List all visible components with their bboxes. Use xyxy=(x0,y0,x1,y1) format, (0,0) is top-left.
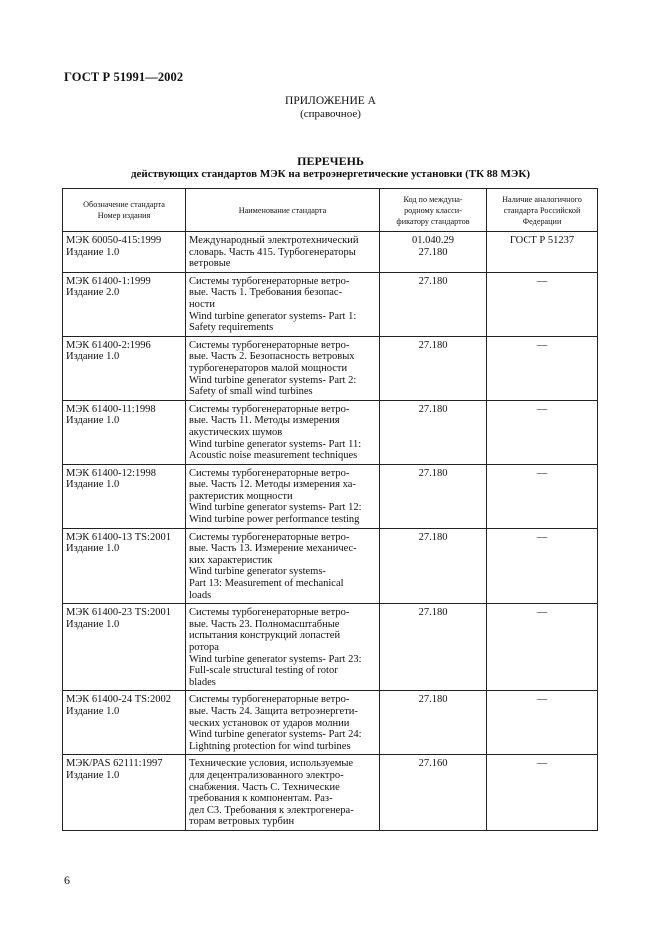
table-row xyxy=(63,528,598,604)
cell-designation-line: Издание 1.0 xyxy=(66,246,120,258)
cell-name-line: Acoustic noise measurement techniques xyxy=(189,450,358,462)
cell-code xyxy=(380,272,487,336)
cell-name-line: акустических шумов xyxy=(189,426,283,438)
cell-name-line: Системы турбогенераторные ветро- xyxy=(189,467,350,479)
cell-name-line: Lightning protection for wind turbines xyxy=(189,740,351,752)
cell-code xyxy=(380,400,487,464)
cell-analog: — xyxy=(487,272,598,336)
cell-name xyxy=(186,464,380,528)
cell-designation-line: Издание 1.0 xyxy=(66,479,120,491)
cell-name-line: вые. Часть 11. Методы измерения xyxy=(189,415,340,427)
cell-name-line: Системы турбогенераторные ветро- xyxy=(189,694,350,706)
page-number: 6 xyxy=(64,873,70,887)
cell-name-line: Wind turbine generator systems- Part 2: xyxy=(189,374,357,386)
cell-code-line: 27.180 xyxy=(418,694,448,706)
cell-code xyxy=(380,755,487,831)
cell-code-line: 01.040.29 xyxy=(412,235,454,246)
cell-name-line: испытания конструкций лопастей xyxy=(189,630,341,642)
cell-name-line: Wind turbine generator systems- Part 24: xyxy=(189,729,362,741)
cell-name-line: Международный электротехнический xyxy=(189,235,359,246)
table-row xyxy=(63,400,598,464)
table-row xyxy=(63,755,598,831)
cell-designation xyxy=(63,464,186,528)
cell-name xyxy=(186,604,380,691)
cell-name xyxy=(186,232,380,273)
cell-name-line: ветровые xyxy=(189,258,231,270)
cell-analog: — xyxy=(487,604,598,691)
standards-table xyxy=(62,188,598,831)
cell-designation-line: МЭК 61400-12:1998 xyxy=(66,467,157,479)
cell-code-line: 27.180 xyxy=(418,339,448,351)
cell-name-line: Full-scale structural testing of rotor xyxy=(189,665,338,677)
cell-name-line: торам ветровых турбин xyxy=(189,816,295,828)
cell-name-line: снабжения. Часть С. Технические xyxy=(189,781,340,793)
appendix-title: ПРИЛОЖЕНИЕ А xyxy=(285,95,376,107)
cell-designation xyxy=(63,528,186,604)
cell-code xyxy=(380,528,487,604)
header-name: Наименование стандарта xyxy=(186,189,380,232)
table-row xyxy=(63,691,598,755)
cell-name-line: вые. Часть 24. Защита ветроэнергети- xyxy=(189,705,358,717)
cell-name-line: ротора xyxy=(189,642,219,653)
cell-name-line: Safety requirements xyxy=(189,322,274,334)
cell-designation-line: МЭК 61400-24 TS:2002 xyxy=(66,694,171,706)
cell-code xyxy=(380,604,487,691)
cell-name-line: Wind turbine generator systems- xyxy=(189,566,326,578)
cell-code-line: 27.180 xyxy=(418,403,448,415)
header-analog: Наличие аналогичного стандарта Российской Федерации xyxy=(487,189,598,232)
cell-name-line: для децентрализованного электро- xyxy=(189,769,344,781)
cell-analog: — xyxy=(487,528,598,604)
cell-designation-line: МЭК 61400-13 TS:2001 xyxy=(66,531,171,543)
table-row xyxy=(63,272,598,336)
cell-name-line: blades xyxy=(189,676,216,688)
cell-designation-line: Издание 1.0 xyxy=(66,415,120,427)
cell-designation-line: МЭК/PAS 62111:1997 xyxy=(66,758,163,770)
cell-analog: — xyxy=(487,691,598,755)
cell-name-line: Системы турбогенераторные ветро- xyxy=(189,531,350,543)
cell-code-line: 27.160 xyxy=(418,758,448,770)
cell-designation-line: МЭК 61400-2:1996 xyxy=(66,339,151,351)
cell-name-line: вые. Часть 13. Измерение механичес- xyxy=(189,543,357,555)
table-row xyxy=(63,232,598,273)
cell-name-line: вые. Часть 23. Полномасштабные xyxy=(189,618,340,630)
cell-code-line: 27.180 xyxy=(418,467,448,479)
table-header-row xyxy=(63,189,598,232)
cell-designation-line: Издание 1.0 xyxy=(66,705,120,717)
cell-analog: — xyxy=(487,755,598,831)
list-title: ПЕРЕЧЕНЬ xyxy=(297,154,364,168)
cell-name xyxy=(186,755,380,831)
cell-name-line: Part 13: Measurement of mechanical xyxy=(189,578,344,590)
appendix-note: (справочное) xyxy=(300,108,361,120)
cell-code xyxy=(380,691,487,755)
cell-code-line: 27.180 xyxy=(418,531,448,543)
cell-name-line: Wind turbine generator systems- Part 23: xyxy=(189,653,362,665)
cell-name-line: турбогенераторов малой мощности xyxy=(189,362,348,374)
cell-code xyxy=(380,336,487,400)
cell-name-line: вые. Часть 1. Требования безопас- xyxy=(189,287,343,299)
cell-designation-line: Издание 1.0 xyxy=(66,618,120,630)
cell-name-line: loads xyxy=(189,589,212,601)
cell-code-line: 27.180 xyxy=(418,275,448,287)
cell-designation-line: Издание 1.0 xyxy=(66,543,120,555)
cell-name-line: рактеристик мощности xyxy=(189,490,293,502)
cell-name-line: Системы турбогенераторные ветро- xyxy=(189,339,350,351)
header-designation: Обозначение стандарта Номер издания xyxy=(63,189,186,232)
cell-name-line: Wind turbine generator systems- Part 11: xyxy=(189,438,362,450)
cell-name-line: Safety of small wind turbines xyxy=(189,386,313,398)
cell-analog: — xyxy=(487,464,598,528)
document-code: ГОСТ Р 51991—2002 xyxy=(64,70,184,84)
cell-designation-line: МЭК 61400-11:1998 xyxy=(66,403,156,415)
cell-name-line: требования к компонентам. Раз- xyxy=(189,793,333,805)
cell-name-line: ческих установок от ударов молнии xyxy=(189,717,350,729)
cell-analog: — xyxy=(487,400,598,464)
cell-name-line: словарь. Часть 415. Турбогенераторы xyxy=(189,246,356,258)
cell-analog: ГОСТ Р 51237 xyxy=(487,232,598,273)
cell-name-line: Технические условия, используемые xyxy=(189,758,354,770)
list-subtitle: действующих стандартов МЭК на ветроэнергетические установки (ТК 88 МЭК) xyxy=(130,168,531,180)
cell-designation-line: МЭК 61400-1:1999 xyxy=(66,275,151,287)
cell-analog: — xyxy=(487,336,598,400)
header-code: Код по междуна- родному класси- фикатору стандартов xyxy=(380,189,487,232)
cell-code xyxy=(380,232,487,273)
cell-code-line: 27.180 xyxy=(418,246,448,258)
cell-name xyxy=(186,272,380,336)
cell-name-line: Wind turbine generator systems- Part 1: xyxy=(189,310,357,322)
cell-name-line: ких характеристик xyxy=(189,554,273,566)
cell-designation xyxy=(63,604,186,691)
cell-name-line: вые. Часть 2. Безопасность ветровых xyxy=(189,351,355,363)
cell-name-line: Системы турбогенераторные ветро- xyxy=(189,403,350,415)
cell-designation xyxy=(63,272,186,336)
cell-name xyxy=(186,400,380,464)
cell-designation-line: МЭК 60050-415:1999 xyxy=(66,235,162,246)
cell-code xyxy=(380,464,487,528)
cell-name-line: Wind turbine generator systems- Part 12: xyxy=(189,502,362,514)
table-row xyxy=(63,604,598,691)
cell-name xyxy=(186,528,380,604)
cell-name xyxy=(186,691,380,755)
cell-name-line: вые. Часть 12. Методы измерения ха- xyxy=(189,479,356,491)
cell-name-line: Wind turbine power performance testing xyxy=(189,514,360,526)
cell-designation xyxy=(63,755,186,831)
cell-code-line: 27.180 xyxy=(418,607,448,619)
cell-name-line: Системы турбогенераторные ветро- xyxy=(189,607,350,619)
table-row xyxy=(63,336,598,400)
cell-designation-line: Издание 2.0 xyxy=(66,287,120,299)
cell-name xyxy=(186,336,380,400)
cell-designation xyxy=(63,400,186,464)
cell-designation xyxy=(63,336,186,400)
cell-name-line: ности xyxy=(189,298,215,310)
cell-name-line: Системы турбогенераторные ветро- xyxy=(189,275,350,287)
cell-designation xyxy=(63,691,186,755)
table-row xyxy=(63,464,598,528)
cell-name-line: дел С3. Требования к электрогенера- xyxy=(189,804,354,816)
cell-designation xyxy=(63,232,186,273)
cell-designation-line: Издание 1.0 xyxy=(66,351,120,363)
cell-designation-line: МЭК 61400-23 TS:2001 xyxy=(66,607,171,619)
cell-designation-line: Издание 1.0 xyxy=(66,769,120,781)
